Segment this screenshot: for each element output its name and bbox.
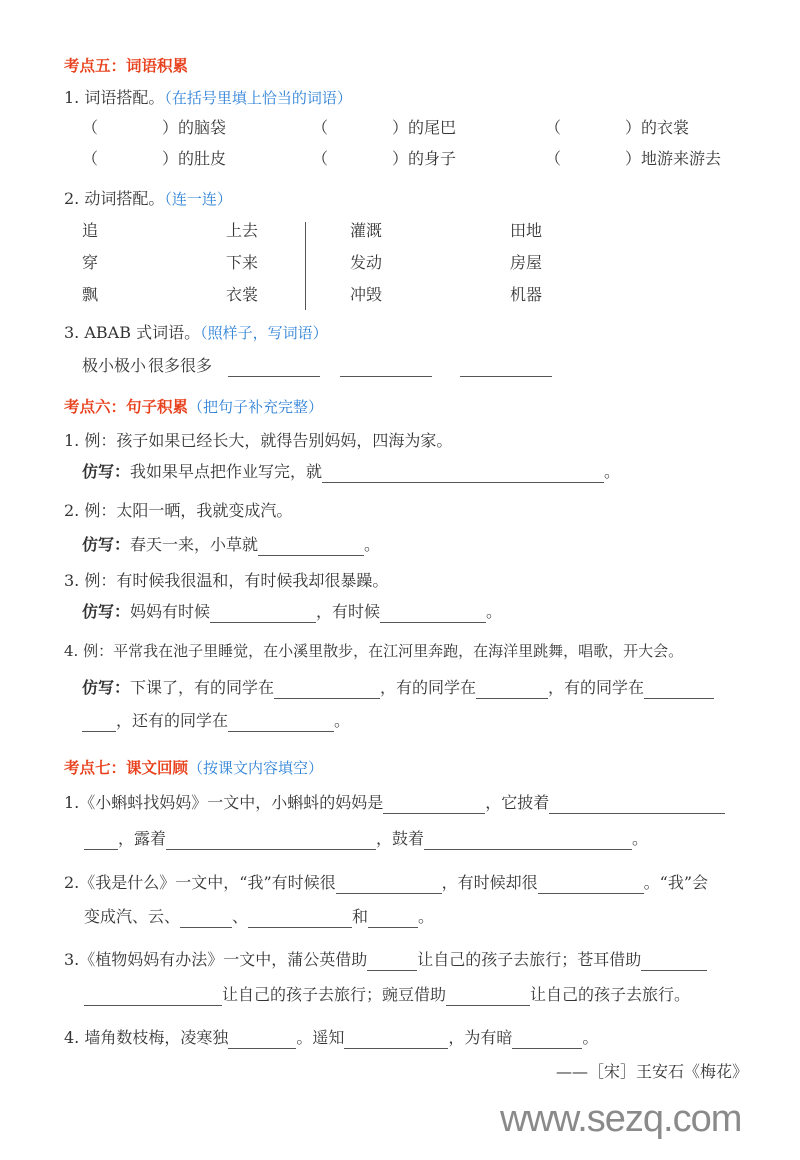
imitate-line-cont: ，还有的同学在 。 [82,710,350,732]
answer-blank[interactable] [210,604,316,623]
match-word[interactable]: 穿 [82,253,99,272]
match-word[interactable]: 房屋 [510,253,543,272]
answer-blank[interactable] [424,831,632,850]
answer-blank[interactable] [641,952,707,971]
s5-q2-heading [64,188,232,210]
answer-blank[interactable] [383,795,485,814]
s5-q3-heading [64,322,328,344]
answer-blank[interactable] [248,909,352,928]
match-word[interactable]: 冲毁 [350,285,383,304]
answer-blank[interactable] [82,713,116,732]
example-sentence: 3. 例：有时候我很温和，有时候我却很暴躁。 [64,571,389,590]
answer-blank[interactable] [368,909,418,928]
q-label: 2. 动词搭配。 [64,189,165,208]
imitate-line: 仿写：妈妈有时候 ，有时候 。 [82,602,503,621]
answer-blank[interactable] [258,537,364,556]
answer-blank[interactable] [549,795,725,814]
fill-item[interactable]: （ ）的尾巴 [312,118,457,137]
q-label: 1. 词语搭配。 [64,88,165,107]
review-q1-cont: ，露着 ，鼓着 。 [84,828,648,850]
match-word[interactable]: 机器 [510,285,543,304]
answer-blank[interactable] [274,680,380,699]
answer-blank[interactable] [476,680,548,699]
example-sentence: 4. 例：平常我在池子里睡觉，在小溪里散步，在江河里奔跑，在海洋里跳舞，唱歌，开大会。 [64,642,684,660]
fill-item[interactable]: （ ）地游来游去 [545,149,722,168]
review-q4: 4. 墙角数枝梅，凌寒独 。遥知 ，为有暗 。 [64,1028,599,1047]
q-hint: （照样子，写词语） [200,324,328,342]
answer-blank[interactable] [512,1030,582,1049]
answer-blank[interactable] [644,680,714,699]
answer-blank[interactable] [228,1030,296,1049]
match-word[interactable]: 田地 [510,221,543,240]
section-5-title: 考点五：词语积累 [64,57,189,75]
fill-item[interactable]: （ ）的身子 [312,149,457,168]
q-hint: （在括号里填上恰当的词语） [164,89,352,107]
imitate-line: 仿写：春天一来，小草就 。 [82,535,381,554]
example-word: 极小极小 [82,356,147,375]
answer-blank[interactable] [84,831,118,850]
answer-blank-1[interactable] [228,355,320,377]
answer-blank[interactable] [380,604,486,623]
section-7-title: 考点七：课文回顾 [64,759,189,777]
fill-item[interactable]: （ ）的肚皮 [82,149,227,168]
match-word[interactable]: 飘 [82,285,99,304]
match-word[interactable]: 灌溉 [350,221,383,240]
example-word: 很多很多 [148,356,213,375]
answer-blank[interactable] [84,987,222,1006]
answer-blank-3[interactable] [460,355,552,377]
answer-blank[interactable] [322,464,604,483]
section-6-title: 考点六：句子积累 [64,398,189,416]
review-q1: 1.《小蝌蚪找妈妈》一文中，小蝌蚪的妈妈是 ，它披着 [64,792,725,814]
match-word[interactable]: 上去 [226,221,259,240]
watermark: www.sezq.com [500,1098,742,1140]
match-word[interactable]: 追 [82,221,99,240]
section-6-heading [64,396,323,418]
review-q2: 2.《我是什么》一文中，“我”有时候很 ，有时候却很 。“我”会 [64,873,709,892]
review-q2-cont: 变成汽、云、 、 和 。 [84,907,435,926]
match-word[interactable]: 发动 [350,253,383,272]
fill-item[interactable]: （ ）的衣裳 [545,118,690,137]
imitate-line: 仿写：我如果早点把作业写完，就 。 [82,462,621,481]
match-word[interactable]: 下来 [226,253,259,272]
imitate-line: 仿写：下课了，有的同学在 ，有的同学在 ，有的同学在 [82,677,714,699]
example-sentence: 1. 例：孩子如果已经长大，就得告别妈妈，四海为家。 [64,431,453,450]
example-sentence: 2. 例：太阳一晒，我就变成汽。 [64,501,293,520]
review-q3-cont: 让自己的孩子去旅行；豌豆借助 让自己的孩子去旅行。 [84,984,690,1006]
section-7-heading [64,757,323,779]
answer-blank[interactable] [180,909,232,928]
review-q3: 3.《植物妈妈有办法》一文中，蒲公英借助 让自己的孩子去旅行；苍耳借助 [64,949,707,971]
answer-blank-2[interactable] [340,355,432,377]
answer-blank[interactable] [538,875,644,894]
answer-blank[interactable] [166,831,376,850]
answer-blank[interactable] [367,952,417,971]
poem-attribution: ——［宋］王安石《梅花》 [555,1062,748,1081]
answer-blank[interactable] [344,1030,448,1049]
answer-blank[interactable] [228,713,334,732]
section-hint: （把句子补充完整） [188,398,324,416]
column-divider [305,222,306,310]
answer-blank[interactable] [446,987,530,1006]
match-word[interactable]: 衣裳 [226,285,259,304]
fill-item[interactable]: （ ）的脑袋 [82,118,227,137]
answer-blank[interactable] [336,875,442,894]
section-hint: （按课文内容填空） [188,759,324,777]
s5-q1-heading [64,87,352,109]
q-hint: （连一连） [164,190,232,208]
q-label: 3. ABAB 式词语。 [64,323,201,342]
